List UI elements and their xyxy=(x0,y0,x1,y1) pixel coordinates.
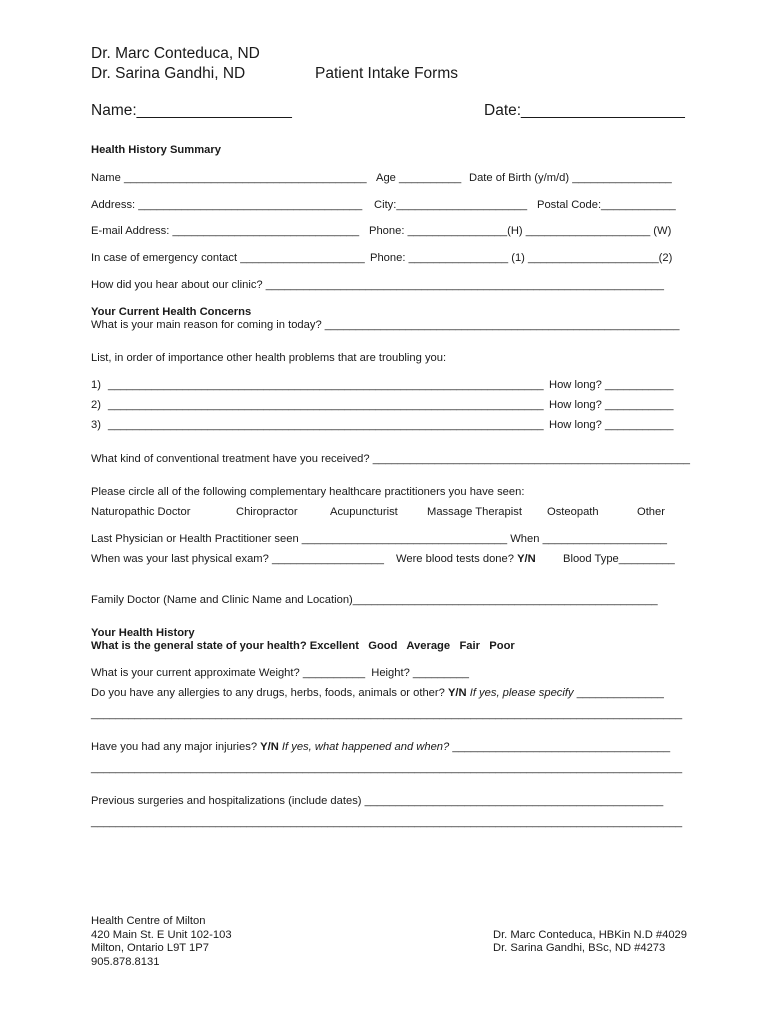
referral-source-field[interactable]: How did you hear about our clinic? ________________________________________________________________ xyxy=(91,279,664,291)
allergies-yn[interactable]: Y/N xyxy=(447,687,467,699)
doctor-name-1: Dr. Marc Conteduca, ND xyxy=(91,45,260,62)
allergies-label: Do you have any allergies to any drugs, herbs, foods, animals or other? xyxy=(91,687,448,699)
injuries-if-yes: If yes, what happened and when? xyxy=(278,741,450,753)
name-field[interactable]: Name:__________________ xyxy=(91,102,292,119)
phone-home-work-field[interactable]: Phone: ________________(H) ____________________ (W) xyxy=(369,225,672,237)
allergies-field-line-2[interactable]: _______________________________________________________________________________________________ xyxy=(91,708,683,720)
health-problems-intro: List, in order of importance other health problems that are troubling you: xyxy=(91,352,447,364)
weight-height-field[interactable]: What is your current approximate Weight? __________ Height? _________ xyxy=(91,667,469,679)
footer-doctor-2: Dr. Sarina Gandhi, BSc, ND #4273 xyxy=(493,942,666,954)
postal-code-field[interactable]: Postal Code:____________ xyxy=(537,199,676,211)
injuries-blank[interactable]: ___________________________________ xyxy=(449,741,671,753)
blood-tests-label: Were blood tests done? xyxy=(396,553,518,565)
last-physical-exam-field[interactable]: When was your last physical exam? __________________ xyxy=(91,553,384,565)
emergency-contact-field[interactable]: In case of emergency contact ____________________ xyxy=(91,252,365,264)
emergency-phone-field[interactable]: Phone: ________________ (1) _____________________(2) xyxy=(370,252,673,264)
practitioner-option-chiropractor[interactable]: Chiropractor xyxy=(236,506,298,518)
allergies-if-yes: If yes, please specify xyxy=(466,687,574,699)
practitioner-option-osteopath[interactable]: Osteopath xyxy=(547,506,599,518)
problem-number-2: 2) xyxy=(91,399,101,411)
problem-number-1: 1) xyxy=(91,379,101,391)
injuries-label: Have you had any major injuries? xyxy=(91,741,261,753)
practitioner-option-massage-therapist[interactable]: Massage Therapist xyxy=(427,506,522,518)
problem-field-3[interactable]: ______________________________________________________________________ xyxy=(108,419,544,431)
address-field[interactable]: Address: ____________________________________ xyxy=(91,199,363,211)
surgeries-field-line-2[interactable]: _______________________________________________________________________________________________ xyxy=(91,816,683,828)
date-field[interactable]: Date:___________________ xyxy=(484,102,685,119)
patient-name-field[interactable]: Name _______________________________________ xyxy=(91,172,367,184)
surgeries-field[interactable]: Previous surgeries and hospitalizations (include dates) ________________________________________________ xyxy=(91,795,664,807)
clinic-phone: 905.878.8131 xyxy=(91,956,160,968)
section-heading-health-history: Your Health History xyxy=(91,627,195,639)
date-of-birth-field[interactable]: Date of Birth (y/m/d) ________________ xyxy=(469,172,672,184)
conventional-treatment-field[interactable]: What kind of conventional treatment have you received? ___________________________________________________ xyxy=(91,453,691,465)
how-long-field-2[interactable]: How long? ___________ xyxy=(549,399,674,411)
email-field[interactable]: E-mail Address: ______________________________ xyxy=(91,225,360,237)
general-state-question[interactable]: What is the general state of your health? Excellent Good Average Fair Poor xyxy=(91,640,515,652)
problem-number-3: 3) xyxy=(91,419,101,431)
city-field[interactable]: City:_____________________ xyxy=(374,199,528,211)
how-long-field-1[interactable]: How long? ___________ xyxy=(549,379,674,391)
section-heading-current-concerns: Your Current Health Concerns xyxy=(91,306,252,318)
allergies-question[interactable] xyxy=(91,688,664,699)
last-physician-field[interactable]: Last Physician or Health Practitioner seen _________________________________ When ____________________ xyxy=(91,533,668,545)
blood-type-field[interactable]: Blood Type_________ xyxy=(563,553,675,565)
family-doctor-field[interactable]: Family Doctor (Name and Clinic Name and Location)_________________________________________________ xyxy=(91,594,658,606)
how-long-field-3[interactable]: How long? ___________ xyxy=(549,419,674,431)
main-reason-field[interactable]: What is your main reason for coming in today? _________________________________________________________ xyxy=(91,319,680,331)
practitioners-intro: Please circle all of the following complementary healthcare practitioners you have seen: xyxy=(91,486,525,498)
practitioner-option-acupuncturist[interactable]: Acupuncturist xyxy=(330,506,398,518)
problem-field-2[interactable]: ______________________________________________________________________ xyxy=(108,399,544,411)
practitioner-option-naturopathic-doctor[interactable]: Naturopathic Doctor xyxy=(91,506,191,518)
section-heading-health-history-summary: Health History Summary xyxy=(91,144,221,156)
practitioner-option-other[interactable]: Other xyxy=(637,506,665,518)
blood-tests-yn[interactable]: Y/N xyxy=(517,553,536,565)
form-title: Patient Intake Forms xyxy=(315,65,459,82)
injuries-yn[interactable]: Y/N xyxy=(260,741,279,753)
blood-tests-question[interactable] xyxy=(396,554,536,565)
clinic-street: 420 Main St. E Unit 102-103 xyxy=(91,929,232,941)
clinic-name: Health Centre of Milton xyxy=(91,915,206,927)
age-field[interactable]: Age __________ xyxy=(376,172,462,184)
allergies-blank[interactable]: ______________ xyxy=(573,687,664,699)
injuries-question[interactable] xyxy=(91,742,670,753)
clinic-city: Milton, Ontario L9T 1P7 xyxy=(91,942,209,954)
doctor-name-2: Dr. Sarina Gandhi, ND xyxy=(91,65,246,82)
problem-field-1[interactable]: ______________________________________________________________________ xyxy=(108,379,544,391)
footer-doctor-1: Dr. Marc Conteduca, HBKin N.D #4029 xyxy=(493,929,688,941)
injuries-field-line-2[interactable]: _______________________________________________________________________________________________ xyxy=(91,762,683,774)
